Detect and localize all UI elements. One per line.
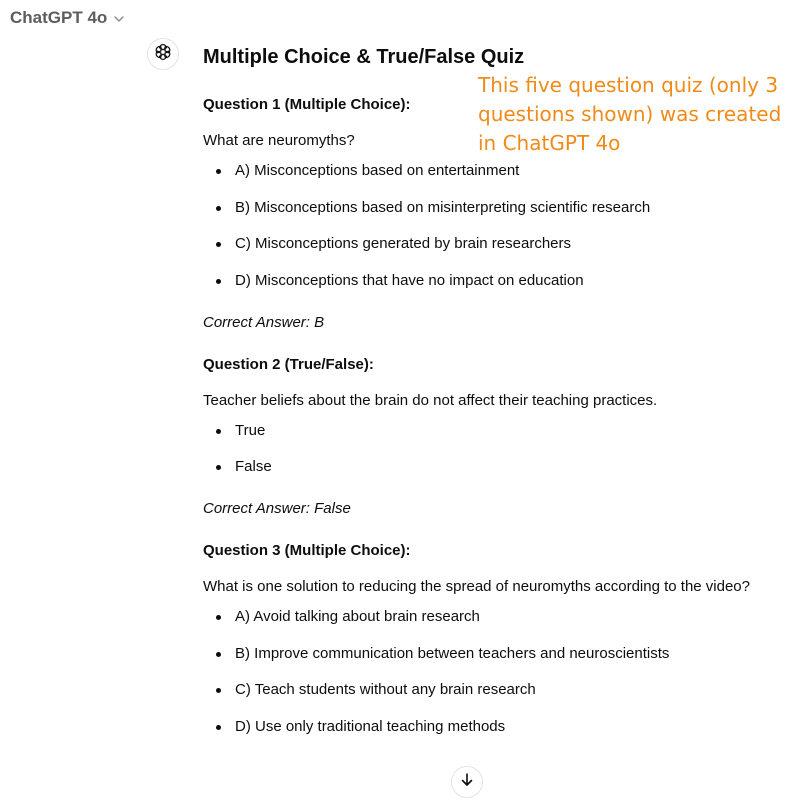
option-text: False [235, 458, 272, 475]
option-item [203, 198, 763, 218]
openai-logo-icon [153, 42, 173, 67]
model-name: ChatGPT 4o [10, 8, 108, 27]
assistant-avatar [147, 38, 179, 70]
option-item [203, 234, 763, 254]
option-item [203, 680, 763, 700]
option-item [203, 421, 763, 441]
annotation-note: This five question quiz (only 3 questions shown) was created in ChatGPT 4o [478, 73, 782, 155]
option-text: D) Use only traditional teaching methods [235, 717, 506, 735]
bullet-icon [216, 206, 221, 211]
scroll-to-bottom-button[interactable] [451, 766, 483, 798]
option-item [203, 717, 763, 737]
option-text: True [235, 421, 266, 439]
correct-answer: Correct Answer: False [203, 500, 351, 517]
option-item [203, 644, 763, 664]
bullet-icon [216, 465, 221, 470]
chevron-down-icon [113, 12, 125, 24]
option-text: C) Teach students without any brain research [235, 681, 536, 698]
option-item [203, 271, 763, 291]
arrow-down-icon [459, 772, 475, 793]
question-text: What is one solution to reducing the spread of neuromyths according to the video? [203, 578, 750, 595]
option-list [203, 161, 763, 291]
question-block [203, 355, 763, 520]
option-text: B) Improve communication between teachers and neuroscientists [235, 644, 670, 662]
bullet-icon [216, 279, 221, 284]
question-text: What are neuromyths? [203, 132, 355, 149]
option-list [203, 421, 763, 478]
bullet-icon [216, 429, 221, 434]
option-text: A) Misconceptions based on entertainment [235, 162, 520, 179]
option-text: B) Misconceptions based on misinterpreting scientific research [235, 198, 651, 216]
question-text: Teacher beliefs about the brain do not affect their teaching practices. [203, 391, 658, 409]
bullet-icon [216, 242, 221, 247]
bullet-icon [216, 688, 221, 693]
option-item [203, 457, 763, 477]
option-text: C) Misconceptions generated by brain researchers [235, 235, 571, 252]
bullet-icon [216, 652, 221, 657]
question-heading: Question 3 (Multiple Choice): [203, 542, 411, 559]
correct-answer: Correct Answer: B [203, 313, 325, 331]
bullet-icon [216, 725, 221, 730]
option-item [203, 607, 763, 627]
question-heading: Question 2 (True/False): [203, 355, 374, 373]
question-heading: Question 1 (Multiple Choice): [203, 96, 411, 113]
option-item [203, 161, 763, 181]
model-switcher[interactable] [10, 8, 125, 28]
option-text: D) Misconceptions that have no impact on education [235, 271, 584, 289]
option-list [203, 607, 763, 737]
quiz-title: Multiple Choice & True/False Quiz [203, 46, 525, 68]
bullet-icon [216, 615, 221, 620]
bullet-icon [216, 169, 221, 174]
question-block [203, 541, 763, 737]
option-text: A) Avoid talking about brain research [235, 608, 480, 625]
